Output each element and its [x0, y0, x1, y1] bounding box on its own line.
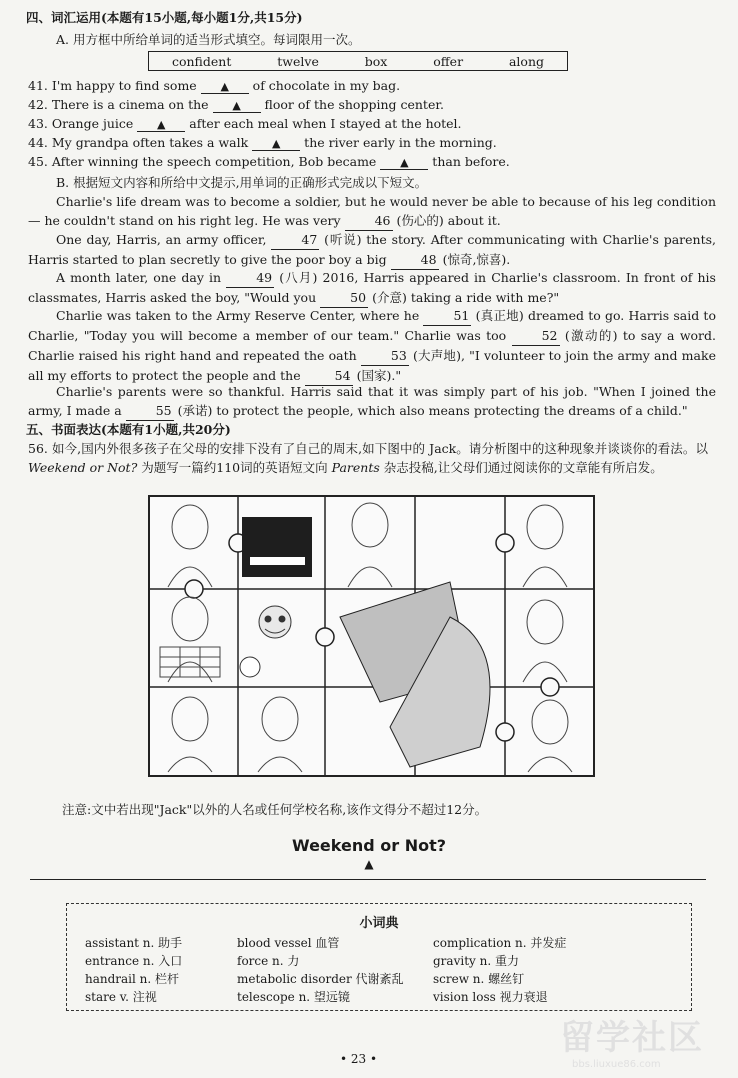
triangle-icon: ▲ [271, 137, 281, 150]
section5-heading: 五、书面表达(本题有1小题,共20分) [26, 422, 231, 437]
watermark: 留学社区 bbs.liuxue86.com [560, 1018, 704, 1070]
word: box [364, 53, 388, 69]
blank-48[interactable]: 48 [391, 250, 439, 270]
dictionary-entry: gravity n. 重力 [433, 954, 519, 968]
word-box [148, 51, 568, 71]
dictionary-entry: blood vessel 血管 [237, 936, 340, 950]
triangle-icon: ▲ [157, 118, 166, 131]
dictionary-column-1 [85, 934, 182, 1006]
question-56: 56. 如今,国内外很多孩子在父母的安排下没有了自己的周末,如下图中的 Jack。请分析图中的这种现象并谈谈你的看法。以 Weekend or Not? 为题写一篇约110词的英语短文向 Parents 杂志投稿,让父母们通过阅读你的文章能有所启发。 [28, 441, 708, 475]
passage-paragraph-4: Charlie was taken to the Army Reserve Center, where he 51 (真正地) dreamed to go. Harris said to Charlie, "Today you will become a member of our team." Charlie was too 52 (激动的) to say a word. Charlie raised his right hand and repeated the oath 53 (大声地), "I volunteer to join the army and make all my efforts to protect the people and the 54 (国家)." [28, 306, 716, 386]
question-42: 42. There is a cinema on the ▲ floor of the shopping center. [28, 97, 444, 112]
word: offer [433, 53, 464, 69]
mini-dictionary [66, 903, 692, 1011]
partA-instruction: A. 用方框中所给单词的适当形式填空。每词限用一次。 [56, 32, 361, 47]
blank-51[interactable]: 51 [423, 306, 471, 326]
dictionary-entry: vision loss 视力衰退 [433, 990, 548, 1004]
blank[interactable] [380, 154, 428, 170]
blank[interactable] [252, 135, 300, 151]
dictionary-entry: handrail n. 栏杆 [85, 972, 180, 986]
passage-paragraph-2: One day, Harris, an army officer, 47 (听说) the story. After communicating with Charlie's parents, Harris started to plan secretly to give the poor boy a big 48 (惊奇,惊喜). [28, 230, 716, 270]
word: twelve [277, 53, 319, 69]
question-41: 41. I'm happy to find some ▲ of chocolate in my bag. [28, 78, 401, 93]
section4-heading: 四、词汇运用(本题有15小题,每小题1分,共15分) [26, 10, 303, 25]
question-43: 43. Orange juice ▲ after each meal when I stayed at the hotel. [28, 116, 462, 131]
passage-paragraph-5: Charlie's parents were so thankful. Harris said that it was simply part of his job. "When I joined the army, I made a 55 (承诺) to protect the people, which also means protecting the dreams of a child." [28, 382, 716, 421]
partB-instruction: B. 根据短文内容和所给中文提示,用单词的正确形式完成以下短文。 [56, 175, 428, 190]
dictionary-entry: telescope n. 望远镜 [237, 990, 350, 1004]
puzzle-illustration [148, 495, 595, 777]
dictionary-column-2 [237, 934, 404, 1006]
writing-note: 注意:文中若出现"Jack"以外的人名或任何学校名称,该作文得分不超过12分。 [62, 802, 488, 817]
dictionary-column-3 [433, 934, 566, 1006]
passage-paragraph-3: A month later, one day in 49 (八月) 2016, Harris appeared in Charlie's classroom. In front of his classmates, Harris asked the boy, "Would you 50 (介意) taking a ride with me?" [28, 268, 716, 308]
essay-title: Weekend or Not? ▲ [0, 836, 738, 871]
blank-49[interactable]: 49 [226, 268, 274, 288]
writing-line[interactable] [30, 879, 706, 880]
blank[interactable] [137, 116, 185, 132]
word: along [508, 53, 544, 69]
passage-paragraph-1: Charlie's life dream was to become a soldier, but he would never be able to because of his leg condition — he couldn't stand on his right leg. He was very 46 (伤心的) about it. [28, 192, 716, 231]
triangle-icon: ▲ [364, 857, 374, 871]
dictionary-entry: assistant n. 助手 [85, 936, 183, 950]
puzzle-grid-image [150, 497, 593, 775]
blank-46[interactable]: 46 [345, 211, 393, 231]
blank[interactable] [213, 97, 261, 113]
triangle-icon: ▲ [400, 156, 409, 169]
dictionary-entry: metabolic disorder 代谢紊乱 [237, 972, 404, 986]
blank-55[interactable]: 55 [126, 401, 174, 421]
dictionary-heading: 小词典 [359, 916, 399, 931]
blank-47[interactable]: 47 [271, 230, 319, 250]
dictionary-entry: complication n. 并发症 [433, 936, 567, 950]
dictionary-entry: force n. 力 [237, 954, 300, 968]
blank-52[interactable]: 52 [512, 326, 560, 346]
question-44: 44. My grandpa often takes a walk ▲ the river early in the morning. [28, 135, 497, 150]
blank-53[interactable]: 53 [361, 346, 409, 366]
triangle-icon: ▲ [220, 80, 229, 93]
blank[interactable] [201, 78, 249, 94]
triangle-icon: ▲ [232, 99, 241, 112]
word: confident [171, 53, 232, 69]
dictionary-entry: stare v. 注视 [85, 990, 157, 1004]
blank-50[interactable]: 50 [320, 288, 368, 308]
dictionary-entry: screw n. 螺丝钉 [433, 972, 525, 986]
blank-54[interactable]: 54 [305, 366, 353, 386]
page-number: • 23 • [340, 1052, 378, 1066]
dictionary-entry: entrance n. 入口 [85, 954, 183, 968]
question-45: 45. After winning the speech competition, Bob became ▲ than before. [28, 154, 510, 169]
